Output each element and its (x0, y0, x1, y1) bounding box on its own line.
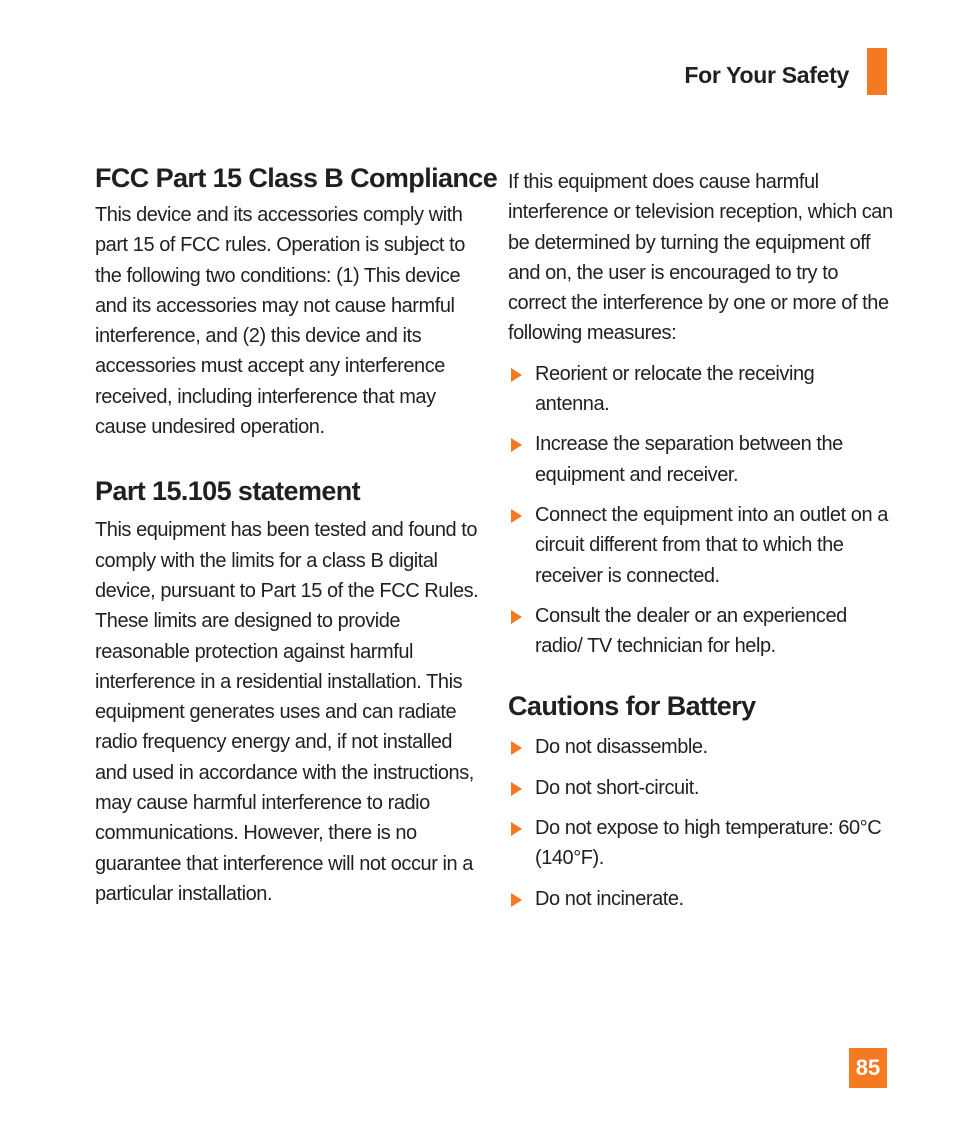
bullet-triangle-icon (511, 438, 522, 452)
part-15105-body: This equipment has been tested and found to comply with the limits for a class B digital device, pursuant to Part 15 of the FCC Rules. These limits are designed to provide reasonable protection against harmful interference in a residential installation. This equipment generates uses and can radiate radio frequency energy and, if not installed and used in accordance with the instructions, may cause harmful interference to radio communications. However, there is no guarantee that interference will not occur in a particular installation. (95, 519, 479, 905)
battery-list (508, 732, 893, 913)
list-item: Do not incinerate. (508, 884, 893, 914)
list-item: Reorient or relocate the receiving antenna. (508, 359, 893, 420)
list-item: Connect the equipment into an outlet on a circuit different from that to which the receiver is connected. (508, 500, 893, 591)
list-item: Do not short-circuit. (508, 773, 893, 803)
list-item: Do not disassemble. (508, 732, 893, 762)
left-column (95, 163, 498, 909)
fcc-heading: FCC Part 15 Class B Compliance (95, 163, 498, 193)
bullet-triangle-icon (511, 368, 522, 382)
bullet-triangle-icon (511, 610, 522, 624)
battery-heading: Cautions for Battery (508, 691, 756, 722)
fcc-body: This device and its accessories comply with part 15 of FCC rules. Operation is subject to the following two conditions: (1) This device and its accessories may not cause harmful interference, and (2) this device and its accessories must accept any interference received, including interference that may cause undesired operation. (95, 204, 465, 439)
bullet-triangle-icon (511, 509, 522, 523)
list-item: Consult the dealer or an experienced radio/ TV technician for help. (508, 601, 893, 662)
page-number: 85 (849, 1048, 887, 1088)
bullet-triangle-icon (511, 741, 522, 755)
section-title: For Your Safety (684, 62, 849, 88)
list-item: Do not expose to high temperature: 60°C (140°F). (508, 813, 893, 874)
interference-intro: If this equipment does cause harmful interference or television reception, which can be determined by turning the equipment off and on, the user is encouraged to try to correct the interference by one or more of the following measures: (508, 171, 893, 345)
bullet-triangle-icon (511, 782, 522, 796)
bullet-triangle-icon (511, 822, 522, 836)
section-accent-bar (867, 48, 887, 95)
right-column (508, 167, 893, 914)
list-item: Increase the separation between the equipment and receiver. (508, 429, 893, 490)
measures-list (508, 359, 893, 662)
part-15105-heading: Part 15.105 statement (95, 476, 361, 507)
bullet-triangle-icon (511, 893, 522, 907)
